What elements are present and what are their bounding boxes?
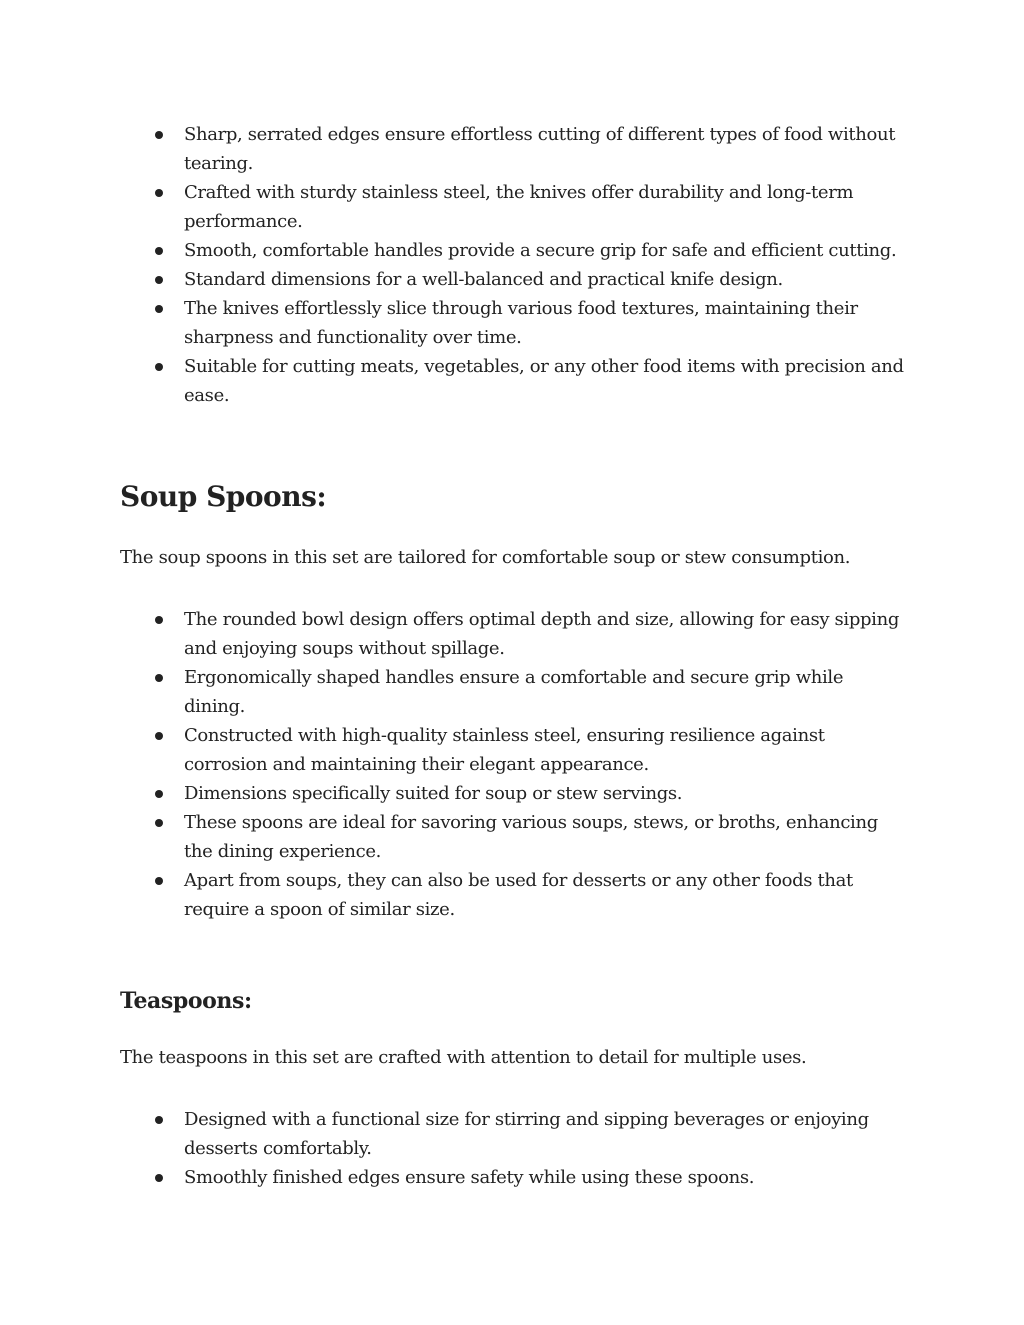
- bullet-dot-icon: [155, 276, 163, 284]
- list-item-text: The knives effortlessly slice through various food textures, maintaining their sharpness and functionality over time.: [184, 298, 858, 348]
- list-item-text: Sharp, serrated edges ensure effortless cutting of different types of food without tearing.: [184, 124, 896, 174]
- bullet-dot-icon: [155, 674, 163, 682]
- bullet-dot-icon: [155, 247, 163, 255]
- list-item: [184, 1105, 908, 1163]
- teaspoons-intro: The teaspoons in this set are crafted with attention to detail for multiple uses.: [120, 1047, 807, 1068]
- list-item-text: Standard dimensions for a well-balanced and practical knife design.: [184, 269, 783, 290]
- bullet-dot-icon: [155, 1174, 163, 1182]
- list-item: [184, 605, 908, 663]
- list-item-text: Constructed with high-quality stainless steel, ensuring resilience against corrosion and maintaining their elegant appearance.: [184, 725, 825, 775]
- list-item-text: Apart from soups, they can also be used for desserts or any other foods that require a spoon of similar size.: [184, 870, 853, 920]
- list-item-text: The rounded bowl design offers optimal depth and size, allowing for easy sipping and enjoying soups without spillage.: [184, 609, 899, 659]
- list-item: [184, 265, 908, 294]
- list-item-text: Suitable for cutting meats, vegetables, or any other food items with precision and ease.: [184, 356, 904, 406]
- knives-bullet-list: [184, 120, 908, 410]
- bullet-dot-icon: [155, 363, 163, 371]
- bullet-dot-icon: [155, 305, 163, 313]
- bullet-dot-icon: [155, 616, 163, 624]
- soup-spoons-heading: Soup Spoons:: [120, 480, 327, 513]
- bullet-dot-icon: [155, 1116, 163, 1124]
- bullet-dot-icon: [155, 732, 163, 740]
- teaspoons-bullet-list: [184, 1105, 908, 1192]
- list-item: [184, 779, 908, 808]
- list-item: [184, 808, 908, 866]
- bullet-dot-icon: [155, 189, 163, 197]
- list-item-text: Designed with a functional size for stirring and sipping beverages or enjoying desserts comfortably.: [184, 1109, 869, 1159]
- bullet-dot-icon: [155, 819, 163, 827]
- list-item-text: Smoothly finished edges ensure safety while using these spoons.: [184, 1167, 755, 1188]
- list-item-text: These spoons are ideal for savoring various soups, stews, or broths, enhancing the dining experience.: [184, 812, 878, 862]
- list-item: [184, 352, 908, 410]
- teaspoons-heading: Teaspoons:: [120, 988, 252, 1014]
- soup-spoons-intro: The soup spoons in this set are tailored for comfortable soup or stew consumption.: [120, 547, 851, 568]
- soup-spoons-bullet-list: [184, 605, 908, 924]
- bullet-dot-icon: [155, 877, 163, 885]
- list-item-text: Ergonomically shaped handles ensure a comfortable and secure grip while dining.: [184, 667, 844, 717]
- list-item: [184, 663, 908, 721]
- list-item: [184, 1163, 908, 1192]
- bullet-dot-icon: [155, 790, 163, 798]
- list-item-text: Dimensions specifically suited for soup or stew servings.: [184, 783, 683, 804]
- list-item: [184, 236, 908, 265]
- list-item-text: Smooth, comfortable handles provide a secure grip for safe and efficient cutting.: [184, 240, 897, 261]
- list-item: [184, 178, 908, 236]
- list-item-text: Crafted with sturdy stainless steel, the knives offer durability and long-term performance.: [184, 182, 854, 232]
- bullet-dot-icon: [155, 131, 163, 139]
- list-item: [184, 294, 908, 352]
- list-item: [184, 120, 908, 178]
- list-item: [184, 866, 908, 924]
- list-item: [184, 721, 908, 779]
